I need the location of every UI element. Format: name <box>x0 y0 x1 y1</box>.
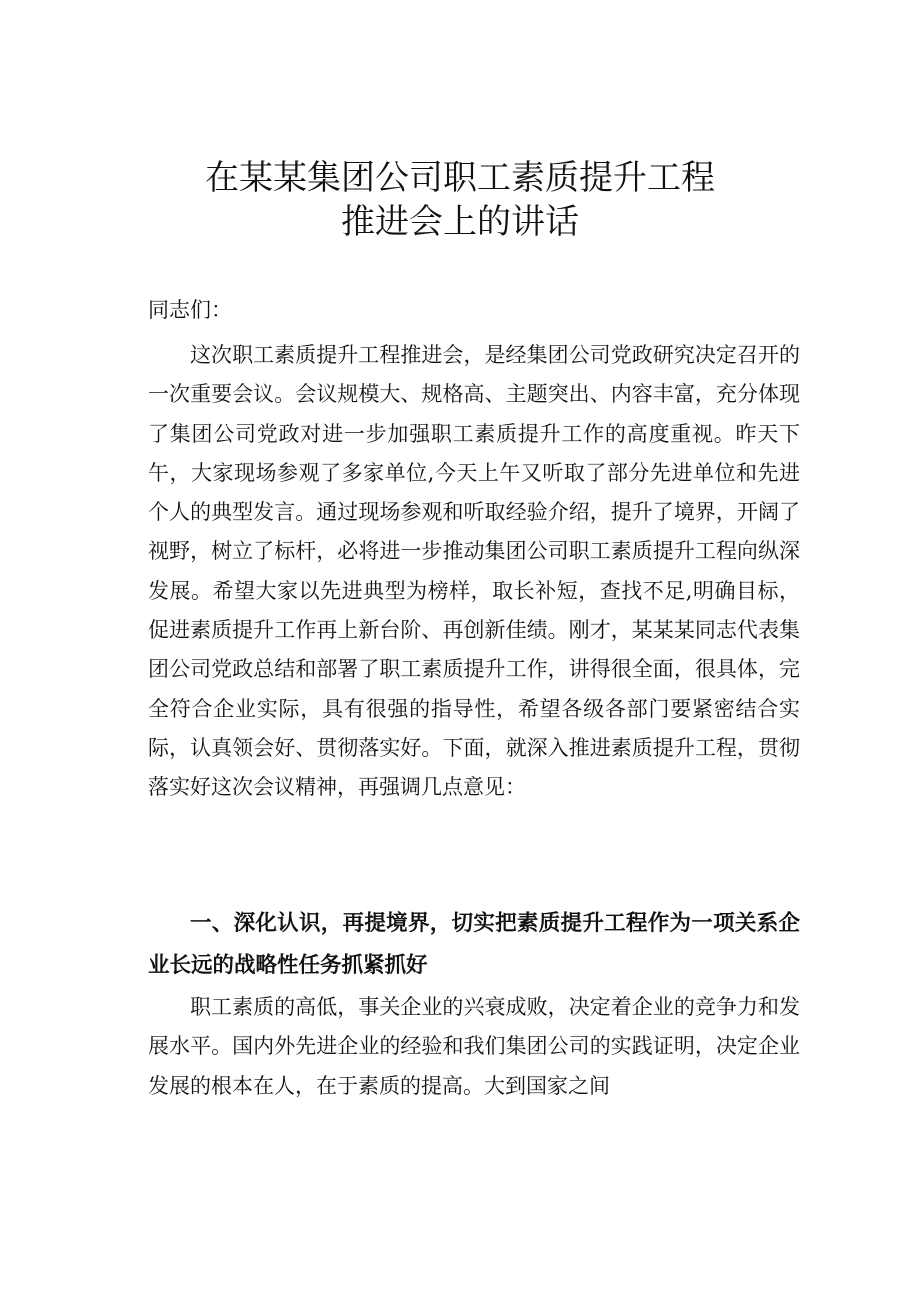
paragraph-1: 这次职工素质提升工程推进会，是经集团公司党政研究决定召开的一次重要会议。会议规模大、规格高、主题突出、内容丰富，充分体现了集团公司党政对进一步加强职工素质提升工作的高度重视。昨天下午，大家现场参观了多家单位,今天上午又听取了部分先进单位和先进个人的典型发言。通过现场参观和听取经验介绍，提升了境界，开阔了视野，树立了标杆，必将进一步推动集团公司职工素质提升工程向纵深发展。希望大家以先进典型为榜样，取长补短，查找不足,明确目标，促进素质提升工作再上新台阶、再创新佳绩。刚才，某某某同志代表集团公司党政总结和部署了职工素质提升工作，讲得很全面，很具体，完全符合企业实际，具有很强的指导性，希望各级各部门要紧密结合实际，认真领会好、贯彻落实好。下面，就深入推进素质提升工程，贯彻落实好这次会议精神，再强调几点意见： <box>148 343 800 800</box>
document-title-line-1: 在某某集团公司职工素质提升工程 <box>205 158 715 198</box>
paragraph-2: 职工素质的高低，事关企业的兴衰成败，决定着企业的竞争力和发展水平。国内外先进企业的经验和我们集团公司的实践证明，决定企业发展的根本在人，在于素质的提高。大到国家之间 <box>148 995 800 1098</box>
salutation: 同志们： <box>148 298 232 322</box>
section-heading-1: 一、深化认识，再提境界，切实把素质提升工程作为一项关系企业长远的战略性任务抓紧抓好 <box>148 911 800 978</box>
document-title-line-2: 推进会上的讲话 <box>341 202 579 242</box>
